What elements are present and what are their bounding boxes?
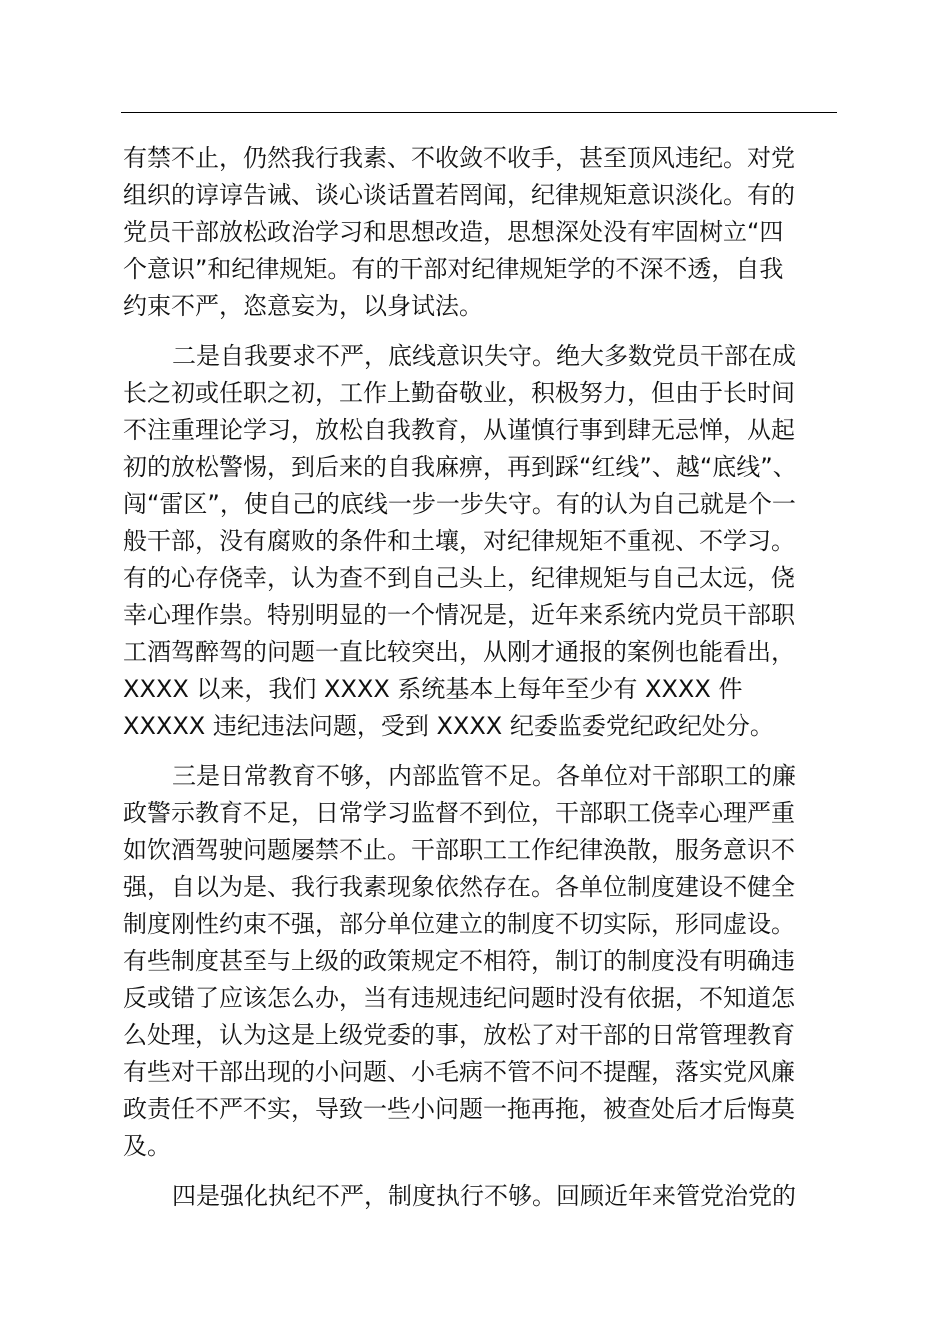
paragraph-4 (123, 1178, 839, 1215)
paragraph-gap (123, 745, 839, 758)
text-line: 政责任不严不实，导致一些小问题一拖再拖，被查处后才后悔莫 (123, 1095, 795, 1123)
text-line: 反或错了应该怎么办，当有违规违纪问题时没有依据，不知道怎 (123, 984, 795, 1012)
text-line: 初的放松警惕，到后来的自我麻痹，再到踩“红线”、越“底线”、 (123, 453, 797, 481)
text-line: 四是强化执纪不严，制度执行不够。回顾近年来管党治党的 (172, 1182, 796, 1210)
text-line: 有禁不止，仍然我行我素、不收敛不收手，甚至顶风违纪。对党 (123, 144, 795, 172)
text-line: 组织的谆谆告诫、谈心谈话置若罔闻，纪律规矩意识淡化。有的 (123, 181, 795, 209)
text-line: 工酒驾醉驾的问题一直比较突出，从刚才通报的案例也能看出， (123, 638, 795, 666)
text-line: 有的心存侥幸，认为查不到自己头上，纪律规矩与自己太远，侥 (123, 564, 795, 592)
text-line: 二是自我要求不严，底线意识失守。绝大多数党员干部在成 (172, 342, 796, 370)
paragraph-gap (123, 325, 839, 338)
text-line: 幸心理作祟。特别明显的一个情况是，近年来系统内党员干部职 (123, 601, 795, 629)
text-line: 闯“雷区”，使自己的底线一步一步失守。有的认为自己就是个一 (123, 490, 796, 518)
text-line: 长之初或任职之初，工作上勤奋敬业，积极努力，但由于长时间 (123, 379, 795, 407)
text-line: 有些对干部出现的小问题、小毛病不管不问不提醒，落实党风廉 (123, 1058, 795, 1086)
text-line: 约束不严，恣意妄为，以身试法。 (123, 292, 483, 320)
text-line: 政警示教育不足，日常学习监督不到位，干部职工侥幸心理严重 (123, 799, 795, 827)
text-line: 强，自以为是、我行我素现象依然存在。各单位制度建设不健全 (123, 873, 795, 901)
text-line: XXXXX 违纪违法问题，受到 XXXX 纪委监委党纪政纪处分。 (123, 712, 774, 740)
text-line: 般干部，没有腐败的条件和土壤，对纪律规矩不重视、不学习。 (123, 527, 795, 555)
paragraph-1 (123, 140, 839, 325)
paragraph-2 (123, 338, 839, 745)
text-line: 如饮酒驾驶问题屡禁不止。干部职工工作纪律涣散，服务意识不 (123, 836, 795, 864)
header-rule (121, 112, 837, 113)
text-line: XXXX 以来，我们 XXXX 系统基本上每年至少有 XXXX 件 (123, 675, 743, 703)
paragraph-gap (123, 1165, 839, 1178)
text-line: 三是日常教育不够，内部监管不足。各单位对干部职工的廉 (172, 762, 796, 790)
text-line: 制度刚性约束不强，部分单位建立的制度不切实际，形同虚设。 (123, 910, 795, 938)
text-line: 及。 (123, 1132, 171, 1160)
text-line: 么处理，认为这是上级党委的事，放松了对干部的日常管理教育 (123, 1021, 795, 1049)
document-body (123, 140, 839, 1215)
text-line: 个意识”和纪律规矩。有的干部对纪律规矩学的不深不透，自我 (123, 255, 784, 283)
text-line: 不注重理论学习，放松自我教育，从谨慎行事到肆无忌惮，从起 (123, 416, 795, 444)
text-line: 党员干部放松政治学习和思想改造，思想深处没有牢固树立“四 (123, 218, 784, 246)
paragraph-3 (123, 758, 839, 1165)
text-line: 有些制度甚至与上级的政策规定不相符，制订的制度没有明确违 (123, 947, 795, 975)
